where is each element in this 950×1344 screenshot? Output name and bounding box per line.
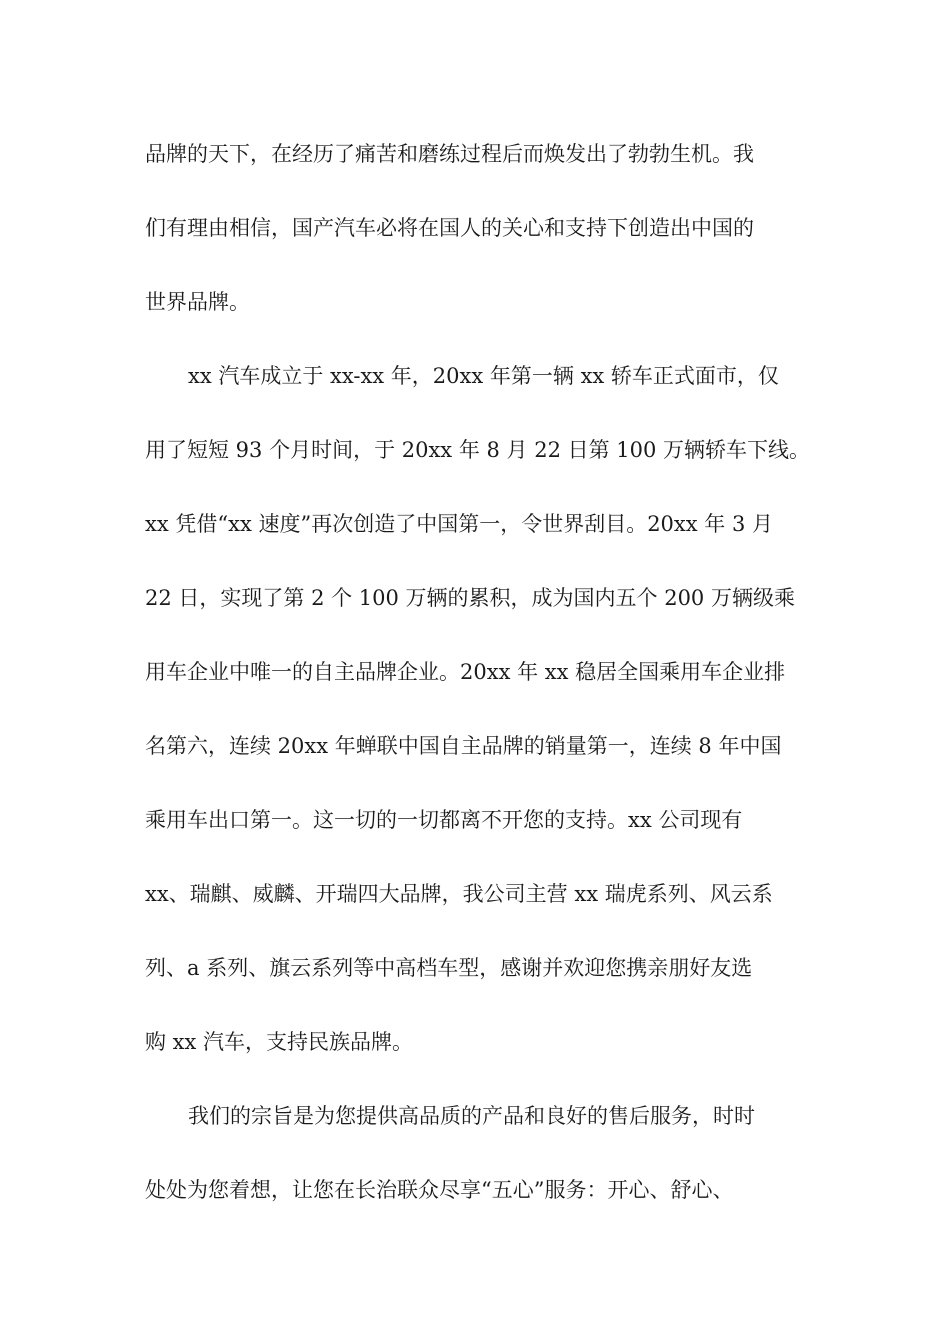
text-line: xx 汽车成立于 xx-xx 年，20xx 年第一辆 xx 轿车正式面市，仅 (188, 364, 779, 388)
text-line: 列、a 系列、旗云系列等中高档车型，感谢并欢迎您携亲朋好友选 (145, 956, 753, 980)
text-line: xx 凭借“xx 速度”再次创造了中国第一，令世界刮目。20xx 年 3 月 (145, 512, 773, 536)
text-line: 处处为您着想，让您在长治联众尽享“五心”服务：开心、舒心、 (145, 1178, 734, 1202)
text-line: 购 xx 汽车，支持民族品牌。 (145, 1030, 414, 1054)
text-line: 世界品牌。 (145, 290, 250, 314)
text-line: 22 日，实现了第 2 个 100 万辆的累积，成为国内五个 200 万辆级乘 (145, 586, 795, 610)
text-line: 乘用车出口第一。这一切的一切都离不开您的支持。xx 公司现有 (145, 808, 743, 832)
text-line: 名第六，连续 20xx 年蝉联中国自主品牌的销量第一，连续 8 年中国 (145, 734, 782, 758)
text-line: xx、瑞麒、威麟、开瑞四大品牌，我公司主营 xx 瑞虎系列、风云系 (145, 882, 773, 906)
text-line: 品牌的天下，在经历了痛苦和磨练过程后而焕发出了勃勃生机。我 (145, 142, 754, 166)
text-line: 用车企业中唯一的自主品牌企业。20xx 年 xx 稳居全国乘用车企业排 (145, 660, 786, 684)
text-line: 们有理由相信，国产汽车必将在国人的关心和支持下创造出中国的 (145, 216, 754, 240)
text-line: 我们的宗旨是为您提供高品质的产品和良好的售后服务，时时 (188, 1104, 755, 1128)
text-line: 用了短短 93 个月时间，于 20xx 年 8 月 22 日第 100 万辆轿车下线。 (145, 438, 811, 462)
